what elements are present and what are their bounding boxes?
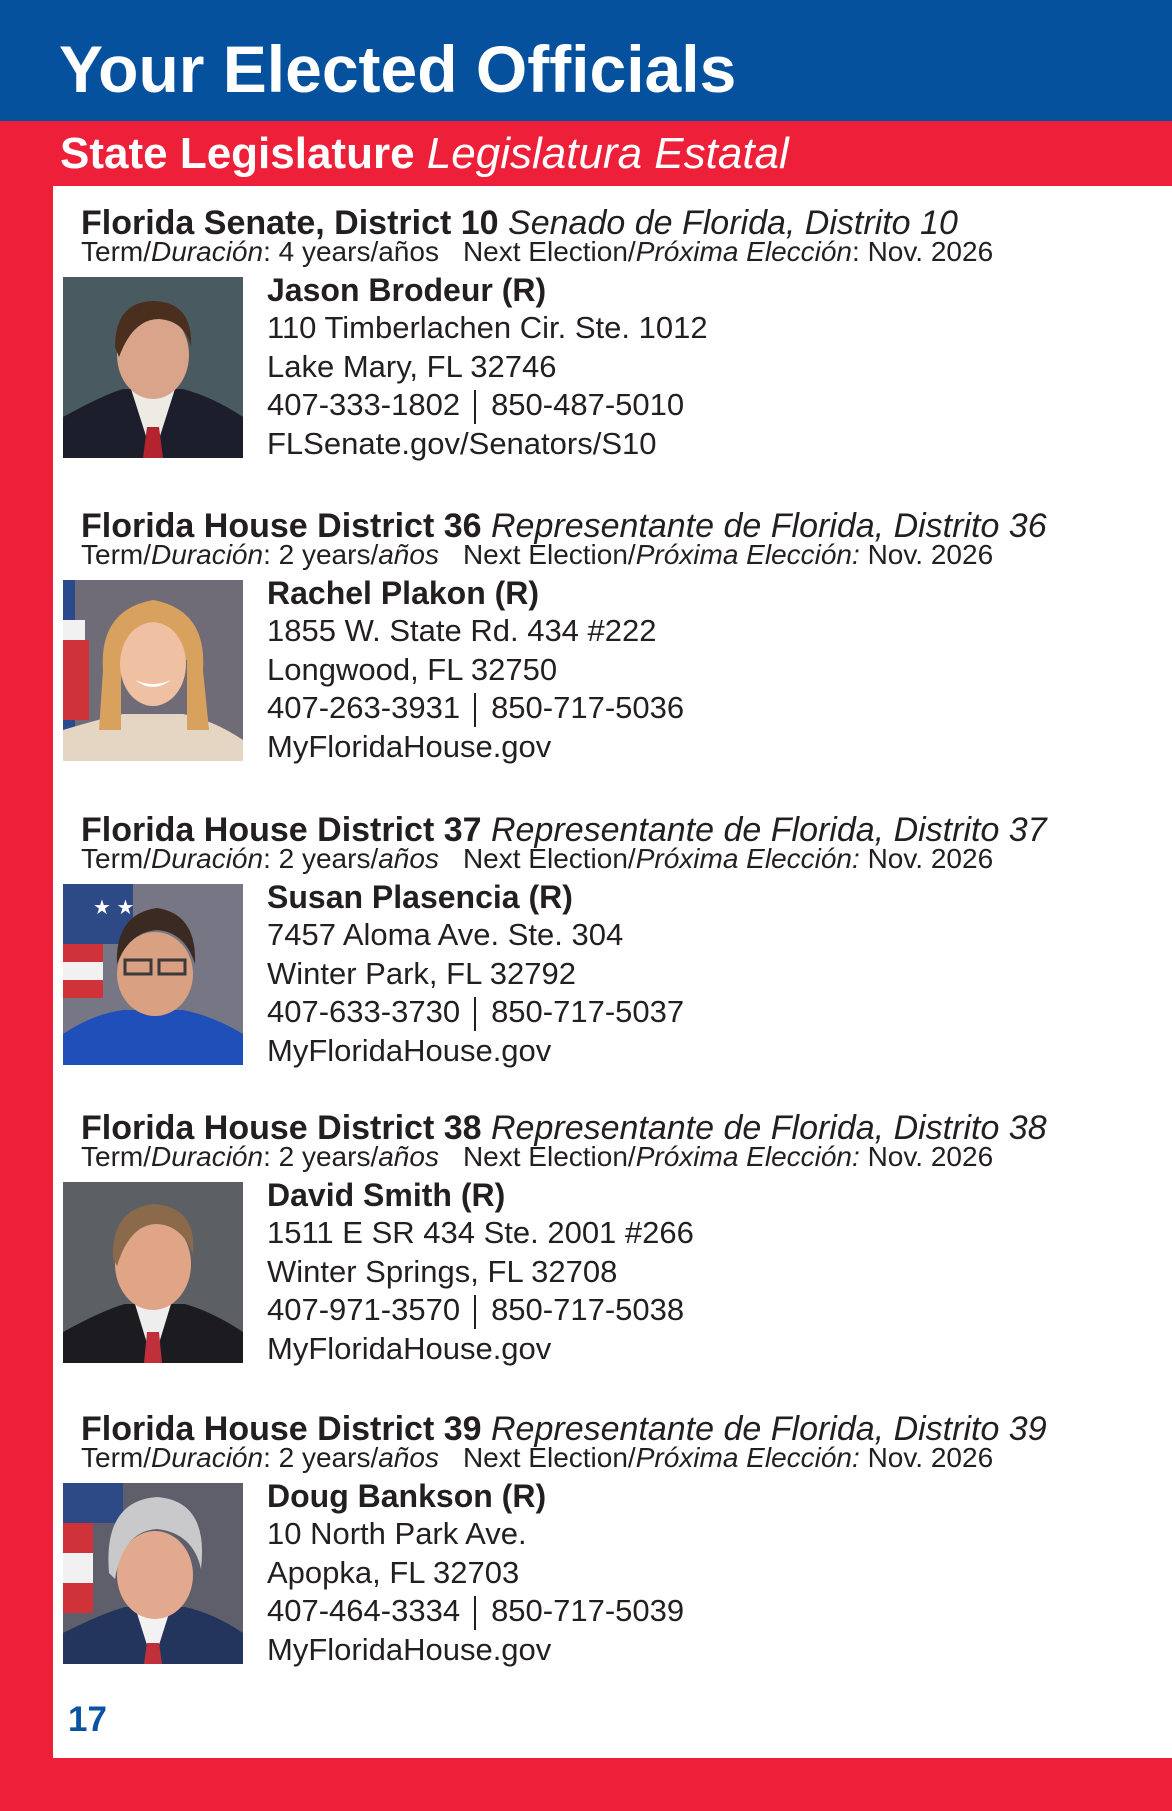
next-election-label: Next Election/ xyxy=(462,236,636,267)
term-label-spanish: Duración xyxy=(151,1141,264,1172)
portrait-david-smith-icon xyxy=(63,1182,243,1363)
phone-numbers xyxy=(267,689,684,728)
website-link[interactable]: MyFloridaHouse.gov xyxy=(267,1631,552,1667)
phone-separator xyxy=(474,997,476,1031)
term-value-spanish: años xyxy=(378,1141,439,1172)
term-label: Term/ xyxy=(81,236,151,267)
address-line-2: Longwood, FL 32750 xyxy=(267,651,558,687)
phone-separator xyxy=(474,1295,476,1329)
term-value-spanish: años xyxy=(378,1442,439,1473)
official-name: Doug Bankson (R) xyxy=(267,1478,547,1514)
official-photo xyxy=(63,884,243,1065)
office-heading-spanish: Representante de Florida, Distrito 39 xyxy=(491,1410,1047,1448)
page-number: 17 xyxy=(68,1700,107,1739)
term-value-spanish: años xyxy=(378,236,439,267)
next-election-label: Next Election/ xyxy=(462,1442,636,1473)
next-election-value: Nov. 2026 xyxy=(859,1141,994,1172)
official-photo xyxy=(63,1182,243,1363)
address-line-1: 110 Timberlachen Cir. Ste. 1012 xyxy=(267,310,708,345)
officials-panel xyxy=(53,186,1172,1758)
website-link[interactable]: MyFloridaHouse.gov xyxy=(267,1330,552,1366)
phone-local[interactable]: 407-333-1802 xyxy=(267,387,461,422)
term-line xyxy=(81,236,993,268)
page-title: Your Elected Officials xyxy=(59,32,737,106)
portrait-susan-plasencia-icon xyxy=(63,884,243,1065)
address-line-1: 1511 E SR 434 Ste. 2001 #266 xyxy=(267,1215,694,1250)
term-label: Term/ xyxy=(81,1442,151,1473)
portrait-doug-bankson-icon xyxy=(63,1483,243,1664)
official-photo xyxy=(63,1483,243,1664)
section-title-english: State Legislature xyxy=(60,129,415,178)
section-title-spanish: Legislatura Estatal xyxy=(426,129,789,178)
phone-capitol[interactable]: 850-717-5036 xyxy=(491,690,685,725)
term-label: Term/ xyxy=(81,843,151,874)
next-election-value: Nov. 2026 xyxy=(859,1442,994,1473)
phone-capitol[interactable]: 850-717-5037 xyxy=(491,994,685,1029)
address-line-2: Apopka, FL 32703 xyxy=(267,1554,520,1590)
office-heading-spanish: Representante de Florida, Distrito 38 xyxy=(491,1109,1047,1147)
office-heading-english: Florida House District 37 xyxy=(81,811,482,849)
next-election-label: Next Election/ xyxy=(462,843,636,874)
website-link[interactable]: MyFloridaHouse.gov xyxy=(267,728,552,764)
term-line xyxy=(81,843,993,875)
phone-numbers xyxy=(267,386,708,425)
office-heading-spanish: Representante de Florida, Distrito 37 xyxy=(491,811,1047,849)
section-title xyxy=(60,128,789,180)
office-heading-english: Florida House District 36 xyxy=(81,507,482,545)
official-photo xyxy=(63,277,243,458)
term-value: : 2 years/ xyxy=(263,539,379,570)
office-heading-english: Florida House District 38 xyxy=(81,1109,482,1147)
term-value: : 2 years/ xyxy=(263,1141,379,1172)
term-label: Term/ xyxy=(81,1141,151,1172)
official-name: David Smith (R) xyxy=(267,1177,506,1213)
address-line-1: 7457 Aloma Ave. Ste. 304 xyxy=(267,917,624,952)
term-label-spanish: Duración xyxy=(151,236,264,267)
office-heading-english: Florida Senate, District 10 xyxy=(81,204,499,242)
next-election-colon: : xyxy=(852,236,860,267)
next-election-label-spanish: Próxima Elección: xyxy=(635,539,860,570)
portrait-jason-brodeur-icon xyxy=(63,277,243,458)
phone-capitol[interactable]: 850-717-5038 xyxy=(491,1292,685,1327)
phone-local[interactable]: 407-633-3730 xyxy=(267,994,461,1029)
phone-local[interactable]: 407-263-3931 xyxy=(267,690,461,725)
svg-text:★ ★: ★ ★ xyxy=(93,897,135,919)
phone-separator xyxy=(474,693,476,727)
phone-numbers xyxy=(267,1592,684,1631)
official-details xyxy=(267,574,684,766)
office-heading-spanish: Senado de Florida, Distrito 10 xyxy=(508,204,958,242)
next-election-label-spanish: Próxima Elección: xyxy=(635,843,860,874)
official-details xyxy=(267,1176,694,1368)
phone-local[interactable]: 407-971-3570 xyxy=(267,1292,461,1327)
official-details xyxy=(267,1477,684,1669)
address-line-2: Winter Park, FL 32792 xyxy=(267,955,576,991)
office-heading-spanish: Representante de Florida, Distrito 36 xyxy=(491,507,1047,545)
office-heading-english: Florida House District 39 xyxy=(81,1410,482,1448)
term-value-spanish: años xyxy=(378,539,439,570)
phone-numbers xyxy=(267,993,684,1032)
next-election-label-spanish: Próxima Elección: xyxy=(635,1141,860,1172)
next-election-value: Nov. 2026 xyxy=(859,236,994,267)
phone-capitol[interactable]: 850-717-5039 xyxy=(491,1593,685,1628)
term-line xyxy=(81,1141,993,1173)
address-line-2: Lake Mary, FL 32746 xyxy=(267,348,557,384)
term-value-spanish: años xyxy=(378,843,439,874)
term-line xyxy=(81,539,993,571)
official-name: Jason Brodeur (R) xyxy=(267,272,547,308)
address-line-1: 1855 W. State Rd. 434 #222 xyxy=(267,613,657,648)
next-election-label-spanish: Próxima Elección: xyxy=(635,1442,860,1473)
term-label-spanish: Duración xyxy=(151,843,264,874)
official-name: Susan Plasencia (R) xyxy=(267,879,573,915)
website-link[interactable]: FLSenate.gov/Senators/S10 xyxy=(267,425,657,461)
phone-separator xyxy=(474,390,476,424)
phone-numbers xyxy=(267,1291,694,1330)
phone-separator xyxy=(474,1596,476,1630)
term-value: : 2 years/ xyxy=(263,1442,379,1473)
portrait-rachel-plakon-icon xyxy=(63,580,243,761)
term-value: : 4 years/ xyxy=(263,236,379,267)
phone-local[interactable]: 407-464-3334 xyxy=(267,1593,461,1628)
term-line xyxy=(81,1442,993,1474)
term-value: : 2 years/ xyxy=(263,843,379,874)
term-label-spanish: Duración xyxy=(151,539,264,570)
official-photo xyxy=(63,580,243,761)
next-election-label: Next Election/ xyxy=(462,1141,636,1172)
next-election-label-spanish: Próxima Elección xyxy=(635,236,853,267)
next-election-label: Next Election/ xyxy=(462,539,636,570)
official-details xyxy=(267,878,684,1070)
official-name: Rachel Plakon (R) xyxy=(267,575,540,611)
term-label-spanish: Duración xyxy=(151,1442,264,1473)
website-link[interactable]: MyFloridaHouse.gov xyxy=(267,1032,552,1068)
official-details xyxy=(267,271,708,463)
address-line-2: Winter Springs, FL 32708 xyxy=(267,1253,618,1289)
phone-capitol[interactable]: 850-487-5010 xyxy=(491,387,685,422)
term-label: Term/ xyxy=(81,539,151,570)
address-line-1: 10 North Park Ave. xyxy=(267,1516,527,1551)
next-election-value: Nov. 2026 xyxy=(859,539,994,570)
next-election-value: Nov. 2026 xyxy=(859,843,994,874)
